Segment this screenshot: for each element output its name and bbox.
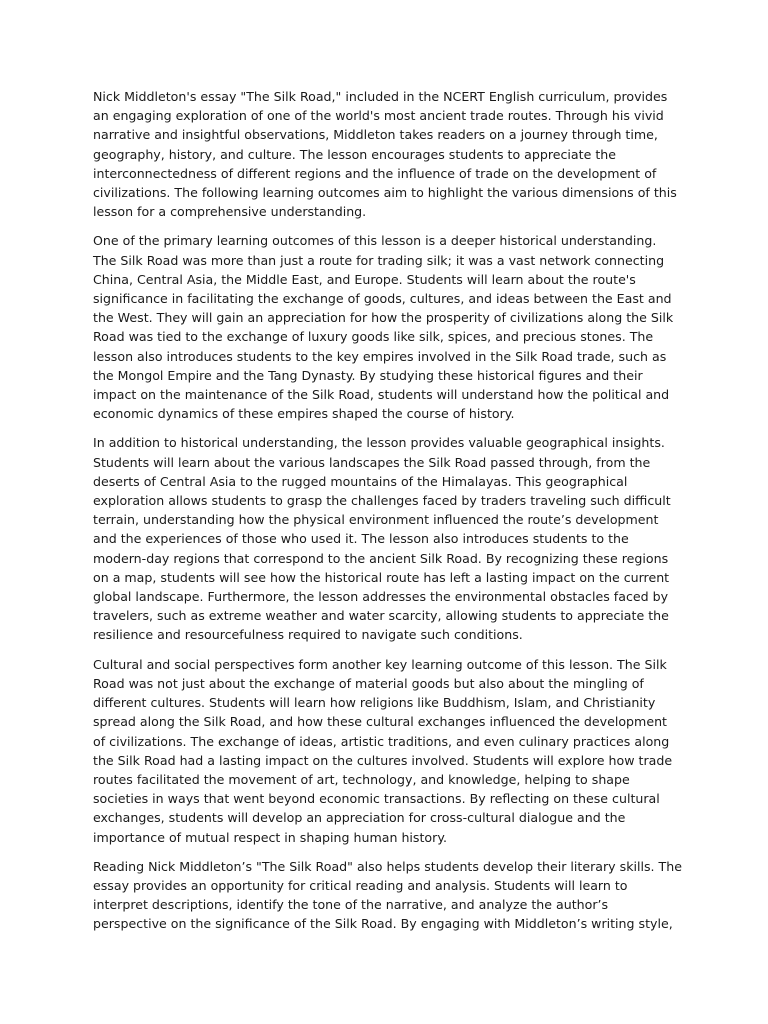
text-line: Nick Middleton's essay "The Silk Road," included in the NCERT English curriculum, provides	[93, 89, 668, 104]
text-line: Students will learn about the various landscapes the Silk Road passed through, from the	[93, 454, 651, 470]
paragraph-cultural	[93, 655, 683, 847]
text-line: travelers, such as extreme weather and water scarcity, allowing students to appreciate the	[93, 608, 669, 624]
text-line: and the experiences of those who used it. The lesson also introduces students to the	[93, 531, 629, 547]
text-line: Cultural and social perspectives form another key learning outcome of this lesson. The Silk	[93, 656, 667, 672]
text-line: China, Central Asia, the Middle East, and Europe. Students will learn about the route's	[93, 271, 636, 287]
text-line: economic dynamics of these empires shaped the course of history.	[93, 406, 515, 422]
text-line: narrative and insightful observations, Middleton takes readers on a journey through time,	[93, 127, 658, 143]
text-line: perspective on the significance of the Silk Road. By engaging with Middleton’s writing style,	[93, 916, 673, 932]
text-line: impact on the maintenance of the Silk Road, students will understand how the political and	[93, 387, 670, 403]
text-line: One of the primary learning outcomes of this lesson is a deeper historical understanding.	[93, 233, 657, 249]
text-line: lesson for a comprehensive understanding.	[93, 204, 367, 220]
text-line: Road was tied to the exchange of luxury goods like silk, spices, and precious stones. The	[93, 329, 654, 345]
text-line: In addition to historical understanding, the lesson provides valuable geographical insights.	[93, 435, 665, 451]
paragraph-intro	[93, 87, 683, 221]
text-line: importance of mutual respect in shaping human history.	[93, 829, 447, 845]
text-line: of civilizations. The exchange of ideas, artistic traditions, and even culinary practices along	[93, 733, 670, 749]
paragraph-geographical	[93, 433, 683, 644]
text-line: The Silk Road was more than just a route for trading silk; it was a vast network connecting	[93, 252, 665, 268]
text-line: exploration allows students to grasp the challenges faced by traders traveling such difficult	[93, 493, 671, 509]
text-line: deserts of Central Asia to the rugged mountains of the Himalayas. This geographical	[93, 473, 628, 489]
text-line: interpret descriptions, identify the tone of the narrative, and analyze the author’s	[93, 897, 609, 913]
text-line: the Silk Road had a lasting impact on the cultures involved. Students will explore how trade	[93, 752, 673, 768]
text-line: essay provides an opportunity for critical reading and analysis. Students will learn to	[93, 877, 628, 893]
text-line: spread along the Silk Road, and how these cultural exchanges influenced the development	[93, 714, 667, 730]
paragraph-historical	[93, 231, 683, 423]
text-line: interconnectedness of different regions and the influence of trade on the development of	[93, 165, 657, 181]
text-line: Road was not just about the exchange of material goods but also about the mingling of	[93, 675, 644, 691]
text-line: lesson also introduces students to the key empires involved in the Silk Road trade, such as	[93, 348, 667, 364]
text-line: Reading Nick Middleton’s "The Silk Road" also helps students develop their literary skills. The	[93, 858, 682, 874]
document-page	[93, 87, 683, 944]
text-line: routes facilitated the movement of art, technology, and knowledge, helping to shape	[93, 771, 630, 787]
text-line: on a map, students will see how the historical route has left a lasting impact on the current	[93, 569, 670, 585]
text-line: global landscape. Furthermore, the lesson addresses the environmental obstacles faced by	[93, 589, 669, 605]
text-line: significance in facilitating the exchange of goods, cultures, and ideas between the East and	[93, 291, 672, 307]
text-line: an engaging exploration of one of the world's most ancient trade routes. Through his vivid	[93, 108, 664, 124]
text-line: modern-day regions that correspond to the ancient Silk Road. By recognizing these regions	[93, 550, 669, 566]
text-line: societies in ways that went beyond economic transactions. By reflecting on these cultural	[93, 791, 660, 807]
text-line: geography, history, and culture. The lesson encourages students to appreciate the	[93, 146, 617, 162]
text-line: terrain, understanding how the physical environment influenced the route’s development	[93, 512, 659, 528]
text-line: resilience and resourcefulness required to navigate such conditions.	[93, 627, 523, 643]
text-line: the Mongol Empire and the Tang Dynasty. By studying these historical figures and their	[93, 367, 643, 383]
text-line: civilizations. The following learning outcomes aim to highlight the various dimensions of this	[93, 185, 677, 201]
paragraph-literary	[93, 857, 683, 934]
text-line: exchanges, students will develop an appreciation for cross-cultural dialogue and the	[93, 810, 626, 826]
text-line: the West. They will gain an appreciation for how the prosperity of civilizations along the Silk	[93, 310, 674, 326]
text-line: different cultures. Students will learn how religions like Buddhism, Islam, and Christianity	[93, 695, 656, 711]
